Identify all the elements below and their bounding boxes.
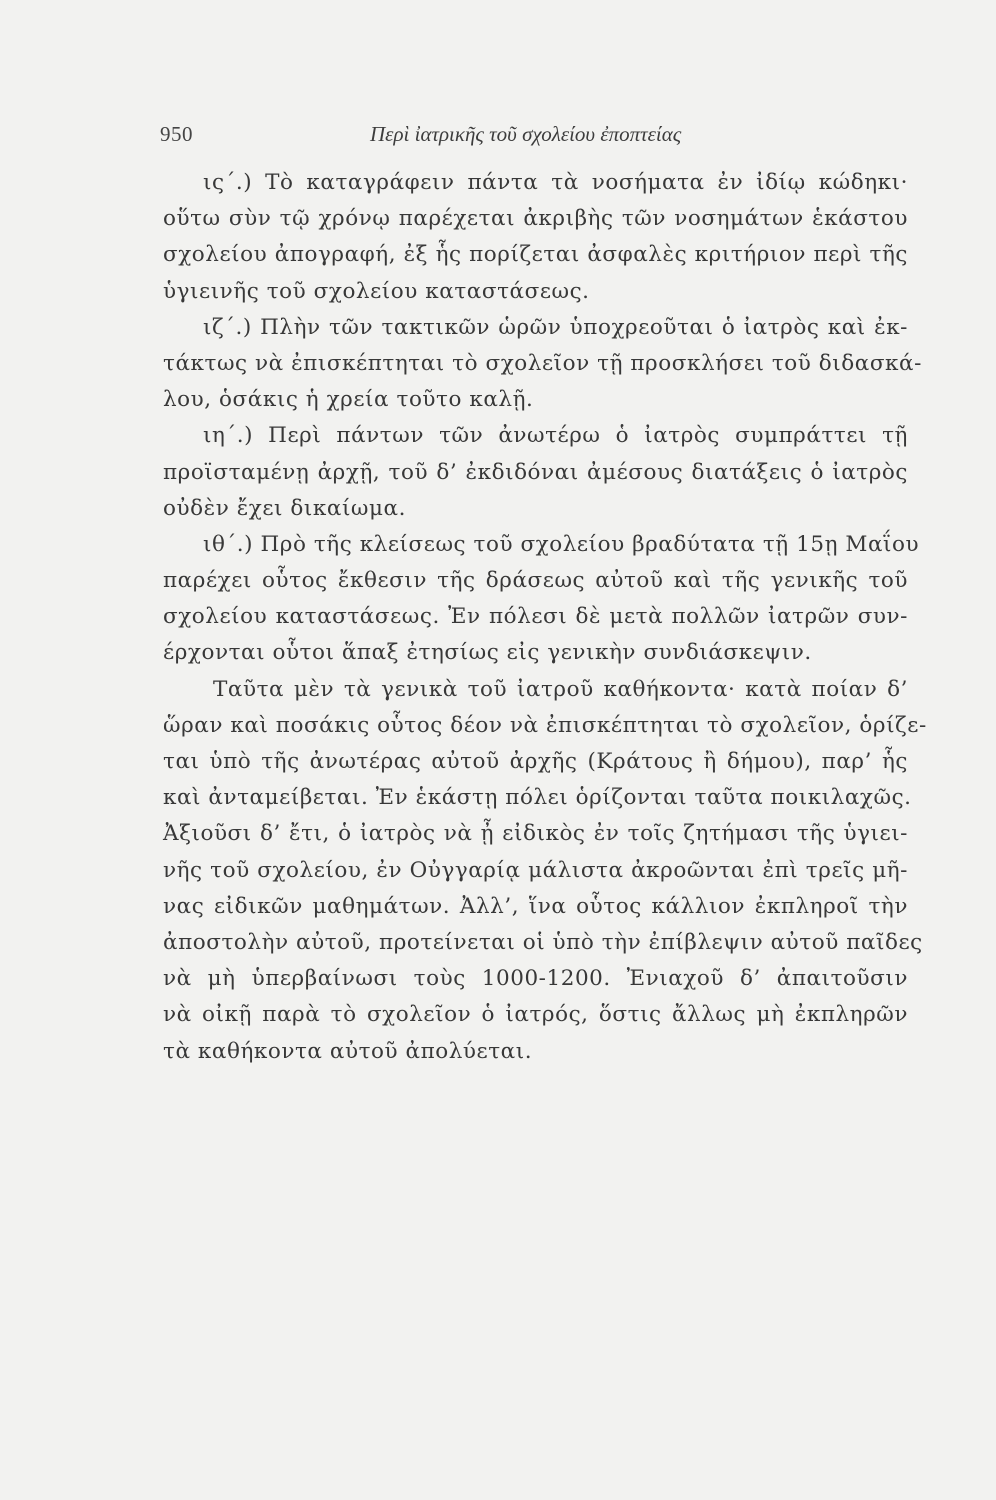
text-line: ιζ΄.) Πλὴν τῶν τακτικῶν ὡρῶν ὑποχρεοῦται ὁ ἰατρὸς καὶ ἐκ- [203, 314, 908, 340]
text-line: οὕτω σὺν τῷ χρόνῳ παρέχεται ἀκριβὴς τῶν νοσημάτων ἑκάστου [163, 206, 908, 232]
body-text [163, 165, 927, 1070]
text-line: νὰ μὴ ὑπερβαίνωσι τοὺς 1000-1200. Ἐνιαχοῦ δ’ ἀπαιτοῦσιν [163, 966, 908, 992]
text-line: ὑγιεινῆς τοῦ σχολείου καταστάσεως. [163, 278, 590, 304]
page-number: 950 [160, 122, 193, 146]
text-line: νας εἰδικῶν μαθημάτων. Ἀλλ’, ἵνα οὗτος κάλλιον ἐκπληροῖ τὴν [163, 893, 908, 919]
text-line: σχολείου ἀπογραφή, ἐξ ἧς πορίζεται ἀσφαλὲς κριτήριον περὶ τῆς [163, 242, 908, 268]
text-line: οὐδὲν ἔχει δικαίωμα. [163, 495, 406, 521]
text-line: ὥραν καὶ ποσάκις οὗτος δέον νὰ ἐπισκέπτηται τὸ σχολεῖον, ὁρίζε- [163, 712, 927, 738]
text-line: σχολείου καταστάσεως. Ἐν πόλεσι δὲ μετὰ πολλῶν ἰατρῶν συν- [163, 604, 908, 630]
text-line: Ταῦτα μὲν τὰ γενικὰ τοῦ ἰατροῦ καθήκοντα· κατὰ ποίαν δ’ [213, 676, 908, 702]
text-line: ιη΄.) Περὶ πάντων τῶν ἀνωτέρω ὁ ἰατρὸς συμπράττει τῇ [203, 423, 908, 449]
text-line: ιθ΄.) Πρὸ τῆς κλείσεως τοῦ σχολείου βραδύτατα τῇ 15ῃ Μαΐου [203, 531, 920, 557]
text-line: προϊσταμένῃ ἀρχῇ, τοῦ δ’ ἐκδιδόναι ἀμέσους διατάξεις ὁ ἰατρὸς [163, 459, 908, 485]
text-line: ἀποστολὴν αὐτοῦ, προτείνεται οἱ ὑπὸ τὴν ἐπίβλεψιν αὐτοῦ παῖδες [163, 929, 923, 955]
text-line: τάκτως νὰ ἐπισκέπτηται τὸ σχολεῖον τῇ προσκλήσει τοῦ διδασκά- [163, 350, 922, 376]
text-line: καὶ ἀνταμείβεται. Ἐν ἑκάστῃ πόλει ὁρίζονται ταῦτα ποικιλαχῶς. [163, 785, 912, 811]
text-line: παρέχει οὗτος ἔκθεσιν τῆς δράσεως αὐτοῦ καὶ τῆς γενικῆς τοῦ [163, 568, 908, 594]
text-line: ται ὑπὸ τῆς ἀνωτέρας αὐτοῦ ἀρχῆς (Κράτους ἢ δήμου), παρ’ ἧς [163, 749, 908, 774]
page-header [160, 116, 900, 150]
text-line: ις΄.) Τὸ καταγράφειν πάντα τὰ νοσήματα ἐν ἰδίῳ κώδηκι· [203, 170, 908, 195]
text-line: νὰ οἰκῇ παρὰ τὸ σχολεῖον ὁ ἰατρός, ὅστις ἄλλως μὴ ἐκπληρῶν [163, 1002, 908, 1028]
text-line: τὰ καθήκοντα αὐτοῦ ἀπολύεται. [163, 1038, 533, 1064]
text-line: λου, ὁσάκις ἡ χρεία τοῦτο καλῇ. [163, 387, 534, 413]
text-line: έρχονται οὗτοι ἅπαξ ἐτησίως εἰς γενικὴν συνδιάσκεψιν. [163, 640, 812, 666]
text-line: Ἀξιοῦσι δ’ ἔτι, ὁ ἰατρὸς νὰ ᾖ εἰδικὸς ἐν τοῖς ζητήμασι τῆς ὑγιει- [163, 821, 908, 847]
running-title: Περὶ ἰατρικῆς τοῦ σχολείου ἐποπτείας [370, 122, 682, 146]
text-line: νῆς τοῦ σχολείου, ἐν Οὐγγαρίᾳ μάλιστα ἀκροῶνται ἐπὶ τρεῖς μῆ- [163, 857, 908, 883]
